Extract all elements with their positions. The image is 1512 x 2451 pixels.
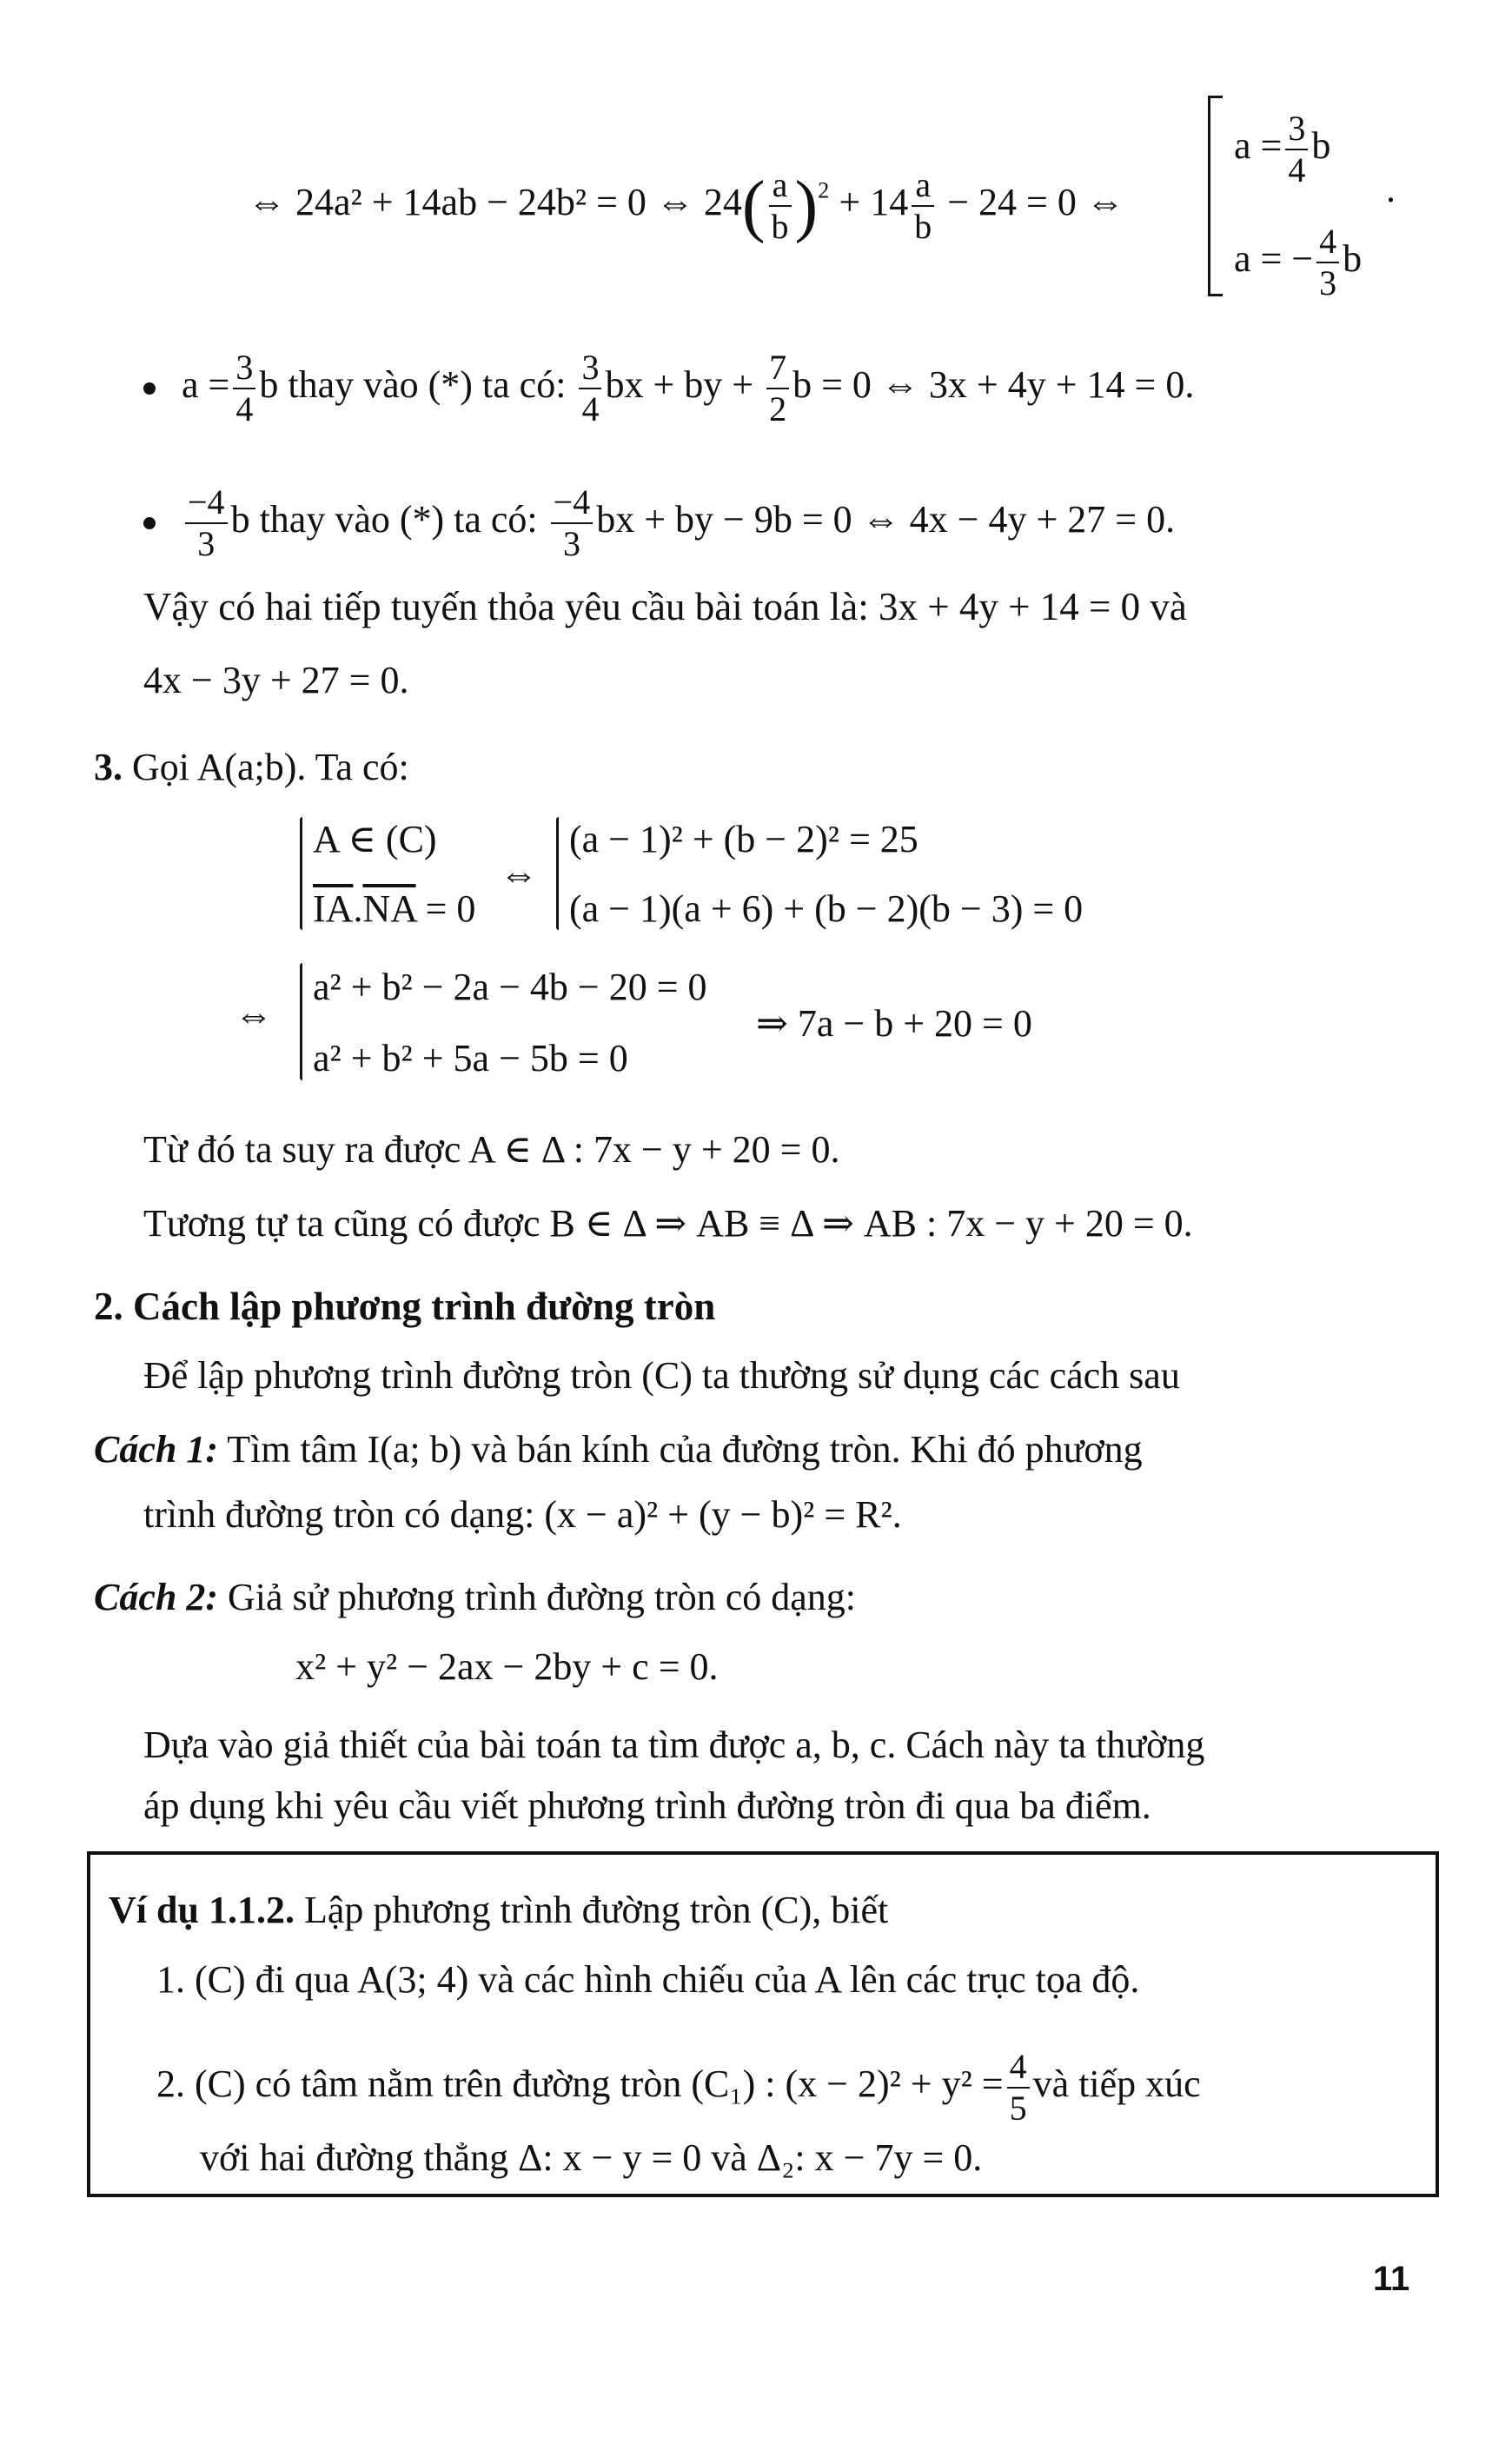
part3-line-a: Từ đó ta suy ra được A ∈ Δ : 7x − y + 20 = 0.	[143, 1128, 840, 1171]
fraction-4-over-5: $\frac{4}{5}$	[1007, 2047, 1030, 2129]
fraction-3-over-4: $\frac{3}{4}$	[1285, 109, 1308, 190]
cach2-line1: Cách 2: Giả sử phương trình đường tròn có dạng:	[94, 1576, 856, 1618]
bullet-line-2: $\frac{-4}{3}$ b thay vào (*) ta có: $\frac{-4}{3}$ bx + by − 9b = 0 ⇔ 4x − 4y + 27 = 0.	[143, 482, 1175, 564]
case-end-dot: .	[1386, 168, 1396, 210]
cach2-equation: x² + y² − 2ax − 2by + c = 0.	[295, 1645, 719, 1688]
equation-top-tail: − 24 = 0 ⇔	[947, 181, 1124, 224]
case-1: a = $\frac{3}{4}$ b	[1234, 109, 1331, 189]
iff-symbol: ⇔	[500, 853, 538, 895]
cach1-line1: Cách 1: Tìm tâm I(a; b) và bán kính của đường tròn. Khi đó phương	[94, 1428, 1143, 1471]
system2-row2: (a − 1)(a + 6) + (b − 2)(b − 3) = 0	[569, 887, 1084, 930]
page-number: 11	[1373, 2260, 1410, 2298]
cach2-paragraph-1: Dựa vào giả thiết của bài toán ta tìm được a, b, c. Cách này ta thường	[143, 1724, 1205, 1766]
system3-row2: a² + b² + 5a − 5b = 0	[313, 1037, 628, 1079]
system-brace-1	[300, 817, 302, 930]
system3-row1: a² + b² − 2a − 4b − 20 = 0	[313, 966, 707, 1008]
section-heading: 2. Cách lập phương trình đường tròn	[94, 1285, 716, 1328]
fraction-3-over-4: $\frac{3}{4}$	[233, 348, 255, 429]
cach2-paragraph-2: áp dụng khi yêu cầu viết phương trình đường tròn đi qua ba điểm.	[143, 1784, 1151, 1827]
equation-top: ⇔ 24a² + 14ab − 24b² = 0 ⇔ 24( $\frac{a}{b}$ )$^2$ + 14 $\frac{a}{b}$ − 24 = 0 ⇔	[248, 165, 1124, 246]
case-2: a = − $\frac{4}{3}$ b	[1234, 222, 1363, 302]
fraction-7-over-2: $\frac{7}{2}$	[766, 348, 789, 429]
implies-result: ⇒ 7a − b + 20 = 0	[756, 1002, 1032, 1045]
system2-row1: (a − 1)² + (b − 2)² = 25	[569, 818, 918, 860]
iff-symbol: ⇔	[235, 993, 273, 1036]
example-title: Ví dụ 1.1.2. Lập phương trình đường tròn (C), biết	[109, 1889, 889, 1931]
cach1-line2: trình đường tròn có dạng: (x − a)² + (y − b)² = R².	[143, 1493, 902, 1536]
section-intro: Để lập phương trình đường tròn (C) ta thường sử dụng các cách sau	[143, 1354, 1180, 1397]
fraction-minus4-over-3: $\frac{-4}{3}$	[551, 482, 594, 564]
bullet-dot	[143, 382, 156, 395]
bullet-line-1: a = $\frac{3}{4}$ b thay vào (*) ta có: $\frac{3}{4}$ bx + by + $\frac{7}{2}$ b = 0 ⇔ 3x + 4y + 14 = 0.	[143, 348, 1194, 429]
example-item-2: 2. (C) có tâm nằm trên đường tròn (C₁) : (x − 2)² + y² = $\frac{4}{5}$ và tiếp xúc	[156, 2047, 1201, 2128]
fraction-a-over-b-2: $\frac{a}{b}$	[912, 165, 934, 247]
equation-top-mid: + 14	[839, 181, 909, 224]
case-bracket	[1208, 96, 1223, 296]
fraction-minus4-over-3: $\frac{-4}{3}$	[185, 482, 228, 564]
fraction-a-over-b: $\frac{a}{b}$	[769, 165, 792, 247]
part3-line-b: Tương tự ta cũng có được B ∈ Δ ⇒ AB ≡ Δ ⇒ AB : 7x − y + 20 = 0.	[143, 1202, 1193, 1245]
conclusion-line-1: Vậy có hai tiếp tuyến thỏa yêu cầu bài toán là: 3x + 4y + 14 = 0 và	[143, 585, 1187, 628]
system-brace-3	[300, 963, 302, 1080]
fraction-4-over-3: $\frac{4}{3}$	[1316, 222, 1339, 303]
part3-intro: 3. Gọi A(a;b). Ta có:	[94, 746, 409, 788]
system-brace-2	[556, 817, 559, 930]
fraction-3-over-4: $\frac{3}{4}$	[579, 348, 601, 429]
equation-top-lhs: ⇔ 24a² + 14ab − 24b² = 0 ⇔ 24	[248, 181, 742, 224]
system1-row2: $\overline{IA}.\overline{NA} = 0$	[313, 887, 476, 930]
bullet-dot	[143, 517, 156, 529]
example-item-1: 1. (C) đi qua A(3; 4) và các hình chiếu của A lên các trục tọa độ.	[156, 1958, 1140, 2001]
system1-row1: A ∈ (C)	[313, 818, 437, 860]
example-item-2-line2: với hai đường thẳng Δ: x − y = 0 và Δ₂: x − 7y = 0.	[200, 2136, 983, 2179]
conclusion-line-2: 4x − 3y + 27 = 0.	[143, 659, 409, 701]
